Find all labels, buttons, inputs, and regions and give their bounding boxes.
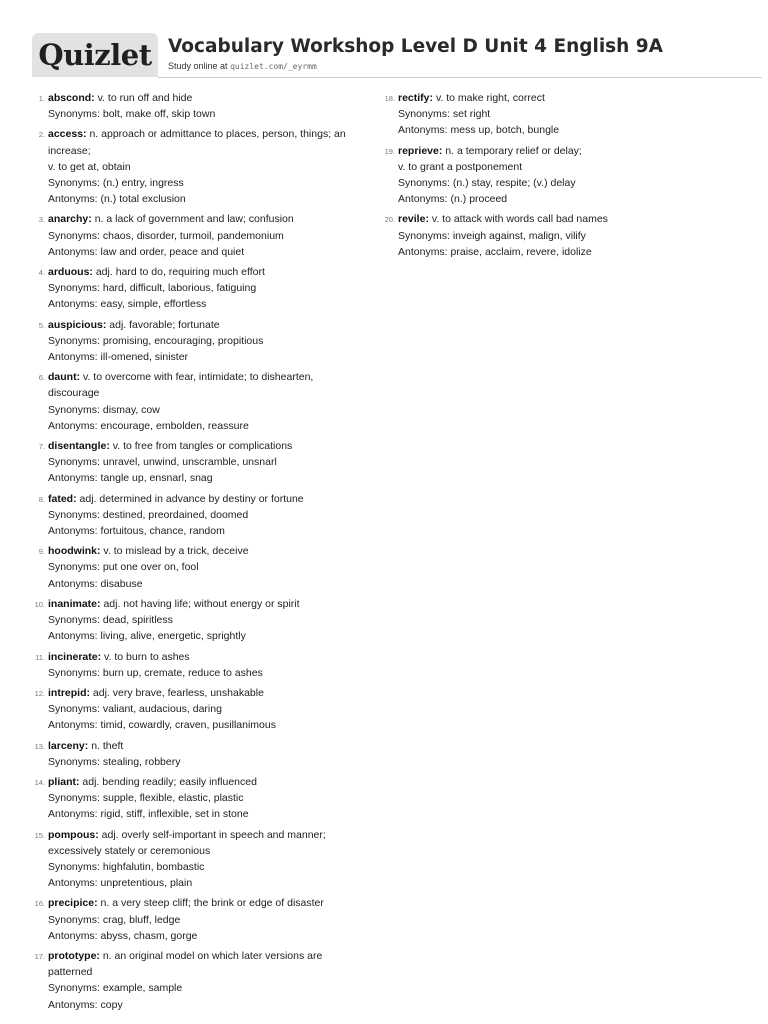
entry-definition-line (48, 827, 360, 859)
entry-term: prototype: (48, 949, 100, 962)
entry-definition: v. to burn to ashes (104, 650, 190, 663)
entry-definition: v. to free from tangles or complications (112, 440, 293, 453)
entry-term: reprieve: (398, 144, 443, 157)
entry-definition: v. to make right, correct (435, 92, 545, 104)
vocabulary-column-left (30, 90, 360, 1017)
entry-detail-line: v. to get at, obtain (48, 160, 131, 173)
entry-definition: v. to overcome with fear, intimidate; to dishearten, discourage (48, 371, 314, 400)
entry-detail-line: Synonyms: crag, bluff, ledge (48, 913, 181, 926)
vocab-entry (30, 596, 360, 645)
entry-definition-line (48, 126, 360, 158)
entry-detail-line: Synonyms: (n.) entry, ingress (48, 177, 184, 190)
entry-term: revile: (398, 213, 429, 226)
vocab-entry (30, 895, 360, 944)
entry-detail-line: Synonyms: unravel, unwind, unscramble, unsnarl (48, 456, 277, 469)
entry-definition-line (48, 90, 360, 106)
logo-text: Quizlet (38, 38, 152, 72)
entry-detail-line: Antonyms: timid, cowardly, craven, pusillanimous (48, 719, 276, 732)
entry-term: intrepid: (48, 686, 90, 699)
entry-definition-line (48, 649, 360, 665)
entry-detail-line: Antonyms: law and order, peace and quiet (48, 245, 245, 258)
vocab-entry (30, 438, 360, 487)
entry-detail-line: Antonyms: tangle up, ensnarl, snag (48, 472, 213, 485)
entry-number: 17. (34, 951, 45, 961)
entry-definition: adj. very brave, fearless, unshakable (92, 686, 264, 699)
entry-detail-line: Synonyms: supple, flexible, elastic, plastic (48, 792, 244, 805)
entry-definition: v. to mislead by a trick, deceive (103, 545, 249, 558)
entry-number: 20. (384, 215, 395, 225)
vocabulary-column-right (380, 90, 630, 264)
entry-definition-line (48, 369, 360, 401)
entry-term: inanimate: (48, 597, 101, 610)
page-header (32, 33, 762, 78)
entry-detail-line: Antonyms: ill-omened, sinister (48, 351, 189, 364)
entry-detail-line: Synonyms: valiant, audacious, daring (48, 703, 222, 716)
entry-definition-line (48, 685, 360, 701)
entry-definition: adj. bending readily; easily influenced (82, 775, 257, 788)
entry-definition: n. a lack of government and law; confusion (94, 213, 294, 226)
entry-detail-line: Synonyms: stealing, robbery (48, 755, 181, 768)
entry-definition: adj. hard to do, requiring much effort (95, 266, 265, 279)
entry-number: 13. (34, 741, 45, 751)
entry-definition-line (48, 264, 360, 280)
study-online-line (168, 61, 317, 71)
entry-definition: v. to attack with words call bad names (431, 213, 608, 226)
entry-detail-line: Synonyms: highfalutin, bombastic (48, 860, 205, 873)
vocab-entry (30, 738, 360, 770)
entry-detail-line: Synonyms: chaos, disorder, turmoil, pandemonium (48, 229, 284, 242)
entry-detail-line: Antonyms: unpretentious, plain (48, 877, 193, 890)
vocab-entry (30, 649, 360, 681)
study-online-label: Study online at (168, 61, 228, 71)
entry-number: 9. (38, 547, 45, 557)
vocab-entry (30, 948, 360, 1013)
entry-detail-line: Synonyms: destined, preordained, doomed (48, 508, 249, 521)
vocab-entry (380, 143, 630, 208)
header-divider (158, 77, 762, 78)
entry-term: daunt: (48, 371, 81, 384)
entry-definition: adj. not having life; without energy or spirit (103, 597, 300, 610)
vocab-entry (380, 211, 630, 260)
entry-number: 7. (38, 442, 45, 452)
entry-detail-line: Antonyms: abyss, chasm, gorge (48, 929, 198, 942)
entry-term: disentangle: (48, 440, 110, 453)
entry-term: rectify: (398, 92, 434, 104)
entry-term: abscond: (48, 92, 95, 104)
entry-detail-line: Antonyms: mess up, botch, bungle (398, 124, 560, 137)
vocab-entry (30, 211, 360, 260)
entry-term: hoodwink: (48, 545, 101, 558)
entry-detail-line: Synonyms: hard, difficult, laborious, fatiguing (48, 282, 257, 295)
entry-definition: adj. overly self-important in speech and manner; excessively stately or ceremonious (48, 828, 326, 857)
entry-term: fated: (48, 492, 77, 505)
entry-definition-line (48, 543, 360, 559)
entry-definition: v. to run off and hide (97, 92, 193, 104)
entry-definition: adj. determined in advance by destiny or fortune (79, 492, 304, 505)
quizlet-logo (32, 33, 158, 77)
entry-detail-line: Antonyms: (n.) total exclusion (48, 193, 186, 206)
entry-term: incinerate: (48, 650, 102, 663)
entry-definition-line (48, 774, 360, 790)
entry-term: anarchy: (48, 213, 92, 226)
entry-definition-line (48, 738, 360, 754)
study-online-url: quizlet.com/_eyrmm (230, 62, 317, 71)
entry-term: pompous: (48, 828, 99, 841)
entry-number: 1. (38, 94, 45, 103)
document-title: Vocabulary Workshop Level D Unit 4 English 9A (168, 36, 663, 57)
entry-definition-line (398, 143, 630, 159)
vocab-entry (30, 491, 360, 540)
entry-detail-line: Synonyms: promising, encouraging, propitious (48, 334, 264, 347)
entry-definition: n. approach or admittance to places, person, things; an increase; (48, 128, 346, 157)
entry-detail-line: Antonyms: encourage, embolden, reassure (48, 419, 249, 432)
entry-number: 8. (38, 494, 45, 504)
entry-definition-line (48, 317, 360, 333)
entry-number: 3. (38, 215, 45, 225)
vocab-entry (30, 90, 360, 122)
vocab-entry (30, 369, 360, 434)
entry-number: 16. (34, 899, 45, 909)
entry-definition: n. a very steep cliff; the brink or edge of disaster (100, 897, 324, 910)
entry-definition-line (48, 211, 360, 227)
entry-term: access: (48, 128, 87, 141)
entry-detail-line: Synonyms: burn up, cremate, reduce to ashes (48, 666, 263, 679)
entry-detail-line: Synonyms: dismay, cow (48, 403, 160, 416)
entry-number: 12. (34, 688, 45, 698)
entry-detail-line: v. to grant a postponement (398, 160, 523, 173)
entry-detail-line: Antonyms: living, alive, energetic, sprightly (48, 630, 246, 643)
vocab-entry (30, 126, 360, 207)
entry-detail-line: Synonyms: bolt, make off, skip town (48, 108, 216, 121)
entry-number: 11. (35, 652, 45, 662)
entry-definition-line (398, 211, 630, 227)
entry-term: arduous: (48, 266, 93, 279)
entry-definition-line (48, 596, 360, 612)
entry-number: 4. (38, 268, 45, 278)
entry-number: 14. (34, 777, 45, 787)
entry-definition: n. an original model on which later versions are patterned (48, 949, 323, 979)
entry-definition-line (48, 491, 360, 507)
entry-detail-line: Antonyms: disabuse (48, 577, 143, 590)
vocab-entry (30, 317, 360, 366)
entry-detail-line: Synonyms: inveigh against, malign, vilify (398, 229, 586, 242)
vocab-entry (30, 685, 360, 734)
entry-term: pliant: (48, 775, 80, 788)
entry-definition-line (48, 948, 360, 980)
entry-number: 10. (34, 599, 45, 609)
entry-detail-line: Antonyms: praise, acclaim, revere, idolize (398, 245, 592, 258)
entry-detail-line: Antonyms: easy, simple, effortless (48, 298, 207, 311)
vocab-entry (30, 264, 360, 313)
entry-definition: adj. favorable; fortunate (109, 318, 220, 331)
entry-detail-line: Antonyms: rigid, stiff, inflexible, set in stone (48, 808, 249, 821)
entry-number: 5. (38, 320, 45, 330)
vocab-entry (30, 543, 360, 592)
entry-term: auspicious: (48, 318, 107, 331)
entry-definition: n. theft (91, 739, 124, 752)
entry-detail-line: Antonyms: fortuitous, chance, random (48, 525, 225, 538)
entry-detail-line: Synonyms: example, sample (48, 982, 183, 995)
entry-detail-line: Antonyms: copy (48, 998, 123, 1011)
entry-term: precipice: (48, 897, 98, 910)
entry-definition-line (48, 895, 360, 911)
entry-definition-line (48, 438, 360, 454)
entry-number: 2. (38, 130, 45, 140)
entry-detail-line: Antonyms: (n.) proceed (398, 193, 508, 206)
entry-detail-line: Synonyms: set right (398, 108, 491, 121)
vocab-entry (380, 90, 630, 139)
entry-detail-line: Synonyms: put one over on, fool (48, 561, 199, 574)
entry-number: 15. (34, 830, 45, 840)
entry-term: larceny: (48, 739, 89, 752)
entry-number: 19. (384, 146, 395, 156)
entry-detail-line: Synonyms: dead, spiritless (48, 614, 173, 627)
vocab-entry (30, 774, 360, 823)
entry-number: 18. (384, 94, 395, 103)
vocab-entry (30, 827, 360, 892)
entry-definition: n. a temporary relief or delay; (445, 144, 582, 157)
entry-detail-line: Synonyms: (n.) stay, respite; (v.) delay (398, 177, 576, 190)
entry-definition-line (398, 90, 630, 106)
entry-number: 6. (38, 373, 45, 383)
